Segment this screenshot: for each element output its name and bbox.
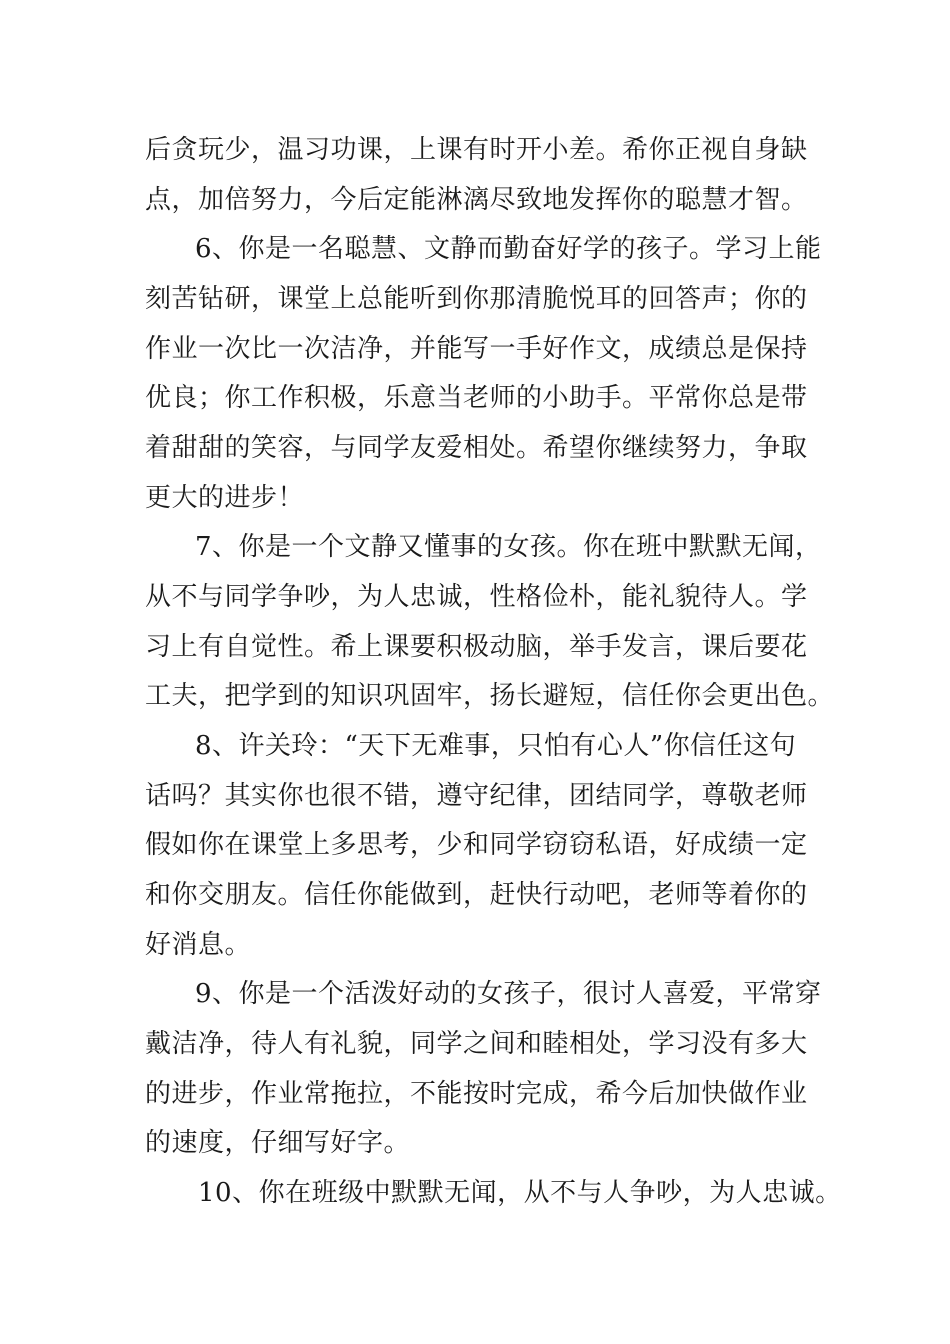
text-line: 从不与同学争吵，为人忠诚，性格俭朴，能礼貌待人。学 [145,582,808,612]
text-line: 假如你在课堂上多思考，少和同学窃窃私语，好成绩一定 [145,830,808,860]
text-line: 作业一次比一次洁净，并能写一手好作文，成绩总是保持 [145,334,808,364]
paragraph-6-start: 6、你是一名聪慧、文静而勤奋好学的孩子。学习上能 [195,234,822,264]
paragraph-10-start: 10、你在班级中默默无闻，从不与人争吵，为人忠诚。 [198,1178,842,1208]
text-line: 着甜甜的笑容，与同学友爱相处。希望你继续努力，争取 [145,433,808,463]
paragraph-9-start: 9、你是一个活泼好动的女孩子，很讨人喜爱，平常穿 [195,979,822,1009]
text-line: 和你交朋友。信任你能做到，赶快行动吧，老师等着你的 [145,880,808,910]
text-line: 的速度，仔细写好字。 [145,1128,411,1158]
text-line: 点，加倍努力，今后定能淋漓尽致地发挥你的聪慧才智。 [145,185,808,215]
paragraph-8-start: 8、许关玲：“天下无难事，只怕有心人”你信任这句 [195,731,797,761]
text-line: 话吗？其实你也很不错，遵守纪律，团结同学，尊敬老师 [145,781,808,811]
text-line: 戴洁净，待人有礼貌，同学之间和睦相处，学习没有多大 [145,1029,808,1059]
text-line: 工夫，把学到的知识巩固牢，扬长避短，信任你会更出色。 [145,681,835,711]
paragraph-7-start: 7、你是一个文静又懂事的女孩。你在班中默默无闻， [195,532,822,562]
text-line: 刻苦钻研，课堂上总能听到你那清脆悦耳的回答声；你的 [145,284,808,314]
text-line: 更大的进步！ [145,483,305,513]
text-line: 后贪玩少，温习功课，上课有时开小差。希你正视自身缺 [145,135,808,165]
text-line: 习上有自觉性。希上课要积极动脑，举手发言，课后要花 [145,632,808,662]
text-line: 的进步，作业常拖拉，不能按时完成，希今后加快做作业 [145,1079,808,1109]
text-line: 好消息。 [145,930,252,960]
text-line: 优良；你工作积极，乐意当老师的小助手。平常你总是带 [145,383,808,413]
